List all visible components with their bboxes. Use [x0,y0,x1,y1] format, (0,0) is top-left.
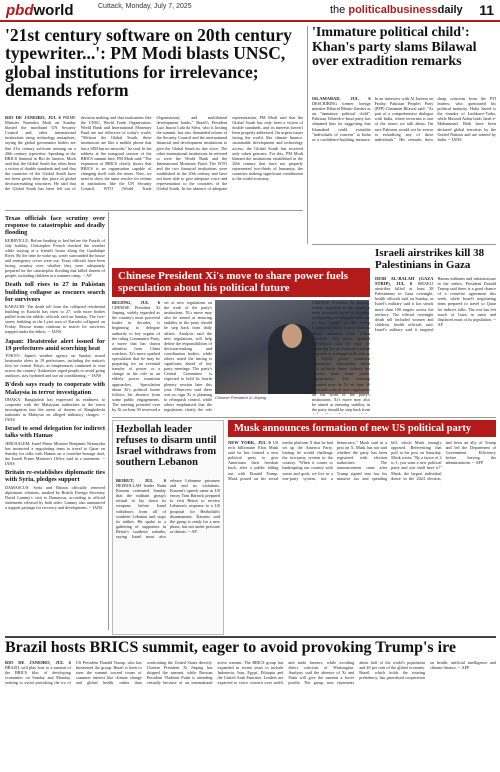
brief-item [5,281,105,334]
brief-text: DHAKA: Bangladesh has expressed its readiness to cooperate with the Malaysian authorities in the terror investigation into the arrest of dozens of Bangladeshi nationals in Malaysia on alleged militancy charges. -- IANS [5,396,105,423]
hezbollah-text: HEZBOLLAH leader Naim Kassem reiterated Sunday that the militant group's refusal to lay down its weapons before Israel withdraws from all of southern Lebanon and stops its strikes. He spoke to a gathering of supporters in Beirut's southern suburbs, saying Israel must also release Lebanese prisoners and end its violations. Kassem's speech came as US envoy Tom Barrack prepared to visit Beirut to receive Lebanon's response to a US proposal for Hezbollah's disarmament. Kassem said the group is ready for a new phase, but not under pressure or threats. -- AP [116,478,220,540]
brazil-body [5,660,496,768]
khan-text: DESCRIBING former foreign minister Bilawal Bhutto-Zardari as an "immature political child", Pakistan Tehreek-e-Insaf party has slammed him for suggesting that Islamabad could extradite "individuals of concern" to India as a confidence-building measure. In an interview with Al Jazeera on Friday, Pakistan Peoples Party (PPP) Chairman Bilawal said: "As part of a comprehensive dialogue with India, where terrorism is one of the issues we talk about, I'm sure Pakistan would not be averse to extraditing any of these individuals." His remarks drew sharp criticism from the PTI leaders, who questioned his political maturity. Hafiz Saeed is the founder of Lashkar-e-Taiba, while Masood Azhar leads Jaish-e-Mohammad. Both have been declared global terrorists by the United Nations and are wanted by India. -- IANS [312,96,496,142]
section-logo: pbdworld [6,2,74,19]
brief-text: DAMASCUS: Syria and Britain officially renewed diplomatic relations, marked by British Foreign Secretary David Lammy's visit to Damascus, according to official statements released by both sides. Lammy also announced a support package for recovery and development. -- IANS [5,484,105,510]
brief-item [5,425,105,466]
khan-body [312,96,496,242]
hezbollah-headline: Hezbollah leader refuses to disarm until Israel withdraws from southern Lebanon [116,424,217,469]
page-number: 11 [479,2,494,18]
divider [312,244,496,245]
brief-item [5,381,105,422]
khan-byline: ISLAMABAD, JUL 6 [312,96,371,101]
xi-headline: Chinese President Xi's move to share power fuels speculation about his political future [112,268,370,297]
xi-text-continued: CHINESE President Xi Jinping, widely regarded as the country's most powerful leader in decades, is beginning to delegate authority to key organs of the ruling Communist Party, a move that has drawn attention from China watchers. Xi's move sparked speculation that he may be preparing for an eventual transfer of power or a change in his role as an elderly power transition approaches. Speculation about Xi's political future follows his absence from some public engagements. The meeting presided over by Xi on June 30 reviewed a set of new regulations on the work of the party's institutions. Xi's move may also be aimed at ensuring stability in the party should he step back from [312,300,370,412]
israel-headline: Israeli airstrikes kill 38 Palestinians in Gaza [375,247,485,271]
briefs-column [5,212,105,630]
lead-text: PRIME Minister Narendra Modi on Sunday blasted the moribund UN Security Council and other international institutions using technology metaphors, saying the global governance bodies are like 21st century software running on a 20th century typewriter. Speaking at the BRICS Summit in Rio de Janeiro, Modi said that the Global South has often been a victim of double standards and said that the countries of the Global South have not been given their due place in global decision-making structures. He said that the Global South has been left out of decision making and that institutions like the UNSC, World Trade Organisation, World Bank and International Monetary Fund are not reflective of today's world. "Without the Global South, these institutions are like a mobile phone that has a SIM but no network," he said. In his address at the inaugural session of the BRICS summit here, PM Modi said: "The expansion of BRICS clearly shows that BRICS is an organisation capable of changing itself with the times. Now, we need to show the same resolve for reform in institutions like the UN Security Council, WTO (World Trade Organisation), and multilateral development banks." Brazil's President Luiz Inacio Lula da Silva, who is hosting the summit, has also demanded reform of the Security Council and the international financial and development institutions to give the Global South its due voice. The other international institutions he referred to were the World Bank and the International Monetary Fund. The WTO and the two financial institutions were established in the 20th century and have not been able to give adequate voice and representation to the countries of the Global South. In the absence of adequate representation, PM Modi said that the Global South has only been a victim of double standards, and its interests haven't been properly addressed. On urgent issues facing the world, like climate finance, sustainable development and technology access, the Global South has received only token gestures. For this, PM Modi blamed the institutions established in the 20th century that have not properly represented two-thirds of humanity, the countries making significant contribution to the world economy. [5,115,303,192]
hezbollah-byline: BEIRUT, JUL 6 [116,478,166,483]
divider [5,210,303,211]
brief-headline: Death toll rises to 27 in Pakistan building collapse as rescuers search for survivors [5,281,105,303]
brazil-headline: Brazil hosts BRICS summit, eager to avoid provoking Trump's ire [5,639,456,656]
divider [5,636,496,638]
brief-text: KARACHI: The death toll from the collapsed residential building in Karachi has risen to 27, with more bodies pulled from the rubble, officials said on Sunday. The five-storey building in the Lyari area of Karachi collapsed on Friday. Rescue teams continue to search for survivors trapped under the debris. -- IANS [5,303,105,335]
divider [108,212,109,630]
lead-byline: RIO DE JANEIRO, JUL 6 [5,115,61,120]
musk-body [228,440,496,632]
musk-byline: NEW YORK, JUL 6 [228,440,271,445]
brief-headline: Texas officials face scrutiny over response to catastrophic and deadly flooding [5,215,105,237]
divider [112,417,496,418]
brazil-text: BRAZIL will play host to a summit of the BRICS bloc of developing economies on Sunday and Monday, seeking to avoid provoking the ire of US President Donald Trump, who has threatened the group. Brazil is keen to steer the summit toward issues of common interest like climate change and global health, rather than confronting the United States directly. Chinese President Xi Jinping has skipped the summit, while Russian President Vladimir Putin is attending virtually because of an international arrest warrant. The BRICS group has expanded in recent years to include Indonesia, Iran, Egypt, Ethiopia and the United Arab Emirates. Leaders are expected to voice concern over tariffs and trade barriers, while avoiding direct criticism of Washington. Analysts said the absence of Xi and Putin will give the summit a lower profile. The group now represents about half of the world's population and 40 per cent of the global economy. Brazil, which holds the rotating presidency, has prioritised cooperation on health, artificial intelligence and climate finance. -- AFP [5,660,496,686]
brief-text: JERUSALEM: Israel Prime Minister Benjamin Netanyahu has instructed a negotiating team to travel to Qatar on Sunday for talks with Hamas on a ceasefire-hostage deal, the Israeli Prime Minister's Office said in a statement. -- IANS [5,440,105,467]
brief-item [5,338,105,379]
khan-headline: 'Immature political child': Khan's party slams Bilawal over extradition remarks [312,25,477,70]
xi-text: CHINESE President Xi Jinping, widely regarded as the country's most powerful leader in decades, is beginning to delegate authority to key organs of the ruling Communist Party, a move that has drawn attention from China watchers. Xi's move sparked speculation that he may be preparing for an eventual transfer of power or a change in his role as an elderly power transition approaches. Speculation about Xi's political future follows his absence from some public engagements. The meeting presided over by Xi on June 30 reviewed a set of new regulations on the work of the party's institutions. Xi's move may also be aimed at ensuring stability in the party should he step back from daily affairs. Analysts said the new regulations will help define the responsibilities of decision-making and coordination bodies, while others noted the timing is significant ahead of key party meetings. The party's Central Committee is expected to hold its fourth plenary session later this year. Observers said there was no sign Xi is planning to relinquish control, while others emphasised that the regulations clarify the role [112,300,212,412]
brazil-byline: RIO DE JANEIRO, JUL 6 [5,660,71,665]
divider [307,26,308,244]
musk-headline: Musk announces formation of new US political party [228,420,496,437]
brief-item [5,215,105,278]
person-face [282,324,302,348]
xi-body-right [312,300,370,414]
lead-body [5,115,303,207]
israel-byline: DEIR AL-BALAH (GAZA STRIP), JUL 6 [375,276,434,287]
brief-headline: Britain re-establishes diplomatic ties with Syria, pledges support [5,469,105,484]
brief-item [5,469,105,510]
brief-headline: B'desh says ready to cooperate with Malaysia in terror investigation [5,381,105,396]
israel-text: ISRAELI airstrikes killed at least 38 Palestinians in Gaza overnight, health officials said on Sunday, as Israel's military said it has struck more than 100 targets across the territory. The official overnight death toll included women and children, health officials said. Israel's military said it targeted Hamas militants and infrastructure in the strikes. President Donald Trump said there is a good chance of a ceasefire agreement this week, while Israel's negotiating team prepared to travel to Qatar for indirect talks. The war has left much of Gaza in ruins and displaced most of its population. -- AP [375,276,496,332]
xi-photo-caption: Chinese President Xi Jinping [215,395,267,400]
brief-text: TOKYO: Japan's weather agency on Sunday issued heatstroke alerts in 19 prefectures, including the nation's first for central Tokyo, as temperatures continued to soar across the country. Authorities urged people to avoid going outdoors, stay hydrated and use air conditioning. -- IANS [5,352,105,379]
musk-text: US tech billionaire Elon Musk said he has formed a new political party to give Americans their freedom back, after a public falling out with Donald Trump. Musk posted on his social media platform X that he had set up the America Party, hinting he would challenge the two-party system in the country. "When it comes to bankrupting our country with waste and graft, we live in a one-party system, not a democracy," Musk said in a post on X. Musk has not said whether the party has been registered with election authorities. The announcement came after Trump signed into law his massive tax and spending bill, which Musk strongly opposed. Referencing that poll in his post on Saturday, Musk wrote: "By a factor of 2 to 1, you want a new political party and you shall have it!" Musk, the largest individual donor in the 2024 election, had been an ally of Trump and led the Department of Government Efficiency before leaving the administration. -- AFP [228,440,496,481]
hezbollah-body [116,478,220,632]
israel-body [375,276,496,414]
xi-byline: BEIJING, JUL 6 [112,300,160,305]
edition-place-date: Cuttack, Monday, July 7, 2025 [98,3,192,10]
brief-headline: Japan: Heatstroke alert issued for 19 prefectures amid scorching heat [5,337,105,352]
brief-text: KERRVILLE: Before heading to bed before the Fourth of July holiday, Christopher French checked the weather while staying at a friend's house along the Guadalupe River. By the time he woke up, water surrounded the house and emergency crews were out. Texas officials have been facing scrutiny over whether they were adequately prepared for the catastrophic flooding that killed dozens of people, including children at a summer camp. -- AP [5,237,105,279]
brief-headline: Israel to send delegation for indirect talks with Hamas [5,425,105,440]
lead-headline: '21st century software on 20th century typewriter...': PM Modi blasts UNSC, global institutions for irrelevance; demands reform [5,25,292,101]
newspaper-brand: the politicalbusinessdaily [330,4,463,16]
page-header [0,0,500,22]
xi-body-left [112,300,212,414]
